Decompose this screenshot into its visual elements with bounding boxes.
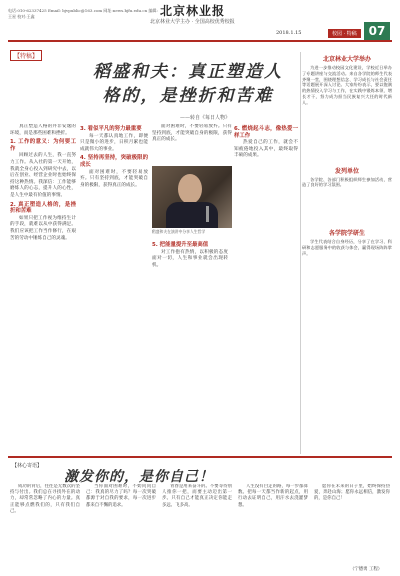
sidebar-paragraph: 为进一步推动校园文化建设，学校近日举办了专题讲座与交流活动。来自各学院的师生代表齐聚一堂，围绕理想信念、学习成长与社会责任等话题展开深入讨论。大家纷纷表示，要以饱满的热情投入学习与工作，在实践中锻炼本领、增长才干，努力成为担当民族复兴大任的时代新人。 [302, 65, 392, 105]
column-divider [300, 52, 301, 454]
headline-line-2: 格的，是挫折和苦难 [102, 86, 274, 106]
bottom-paragraph: 青春是用来奋斗的。不要等待别人推你一把，而要主动迈出第一步。只有自己才能真正决定你能走多远、飞多高。 [162, 484, 232, 508]
contact-info: 电话:010-62337425 Email: bjvpublic@163.com 网址:news.bjfu.edu.cn 编辑:王星 校对:王鑫 [8, 8, 158, 19]
bottom-paragraph: 当你面对困难时，不妨问问自己：我真的尽力了吗？每一次突破都源于对自我的要求，每一次进步都来自不懈的追求。 [86, 484, 156, 508]
section-text: 回顾过去的人生，我一直努力工作。从入社的第一天开始，我就全身心投入到研究中去，以后在创业、经营企业时也始终保持这种热情。我深信：工作能够磨炼人的心志，提升人的心性，是人生中最有价值的事情。 [10, 153, 76, 198]
sidebar [302, 52, 392, 454]
sidebar-title-1: 北京林业大学举办 [322, 56, 371, 63]
article-column-3-top [152, 124, 232, 164]
section-text: 对工作抱有热情，以积极的态度面对一切，人生和事业就会出现转机。 [152, 249, 228, 268]
section-text: 面对困难时，不要轻易放弃。只有坚持到底，才能突破自身的极限，获得真正的成长。 [152, 124, 232, 143]
bottom-column-2 [86, 484, 156, 572]
portrait-body [166, 202, 218, 228]
section-title: 4. 坚持再坚持，突破极限的成长 [80, 155, 148, 168]
bottom-column-tag: 【林心寄语】 [12, 463, 43, 469]
bottom-paragraph: 愿你在未来的日子里，始终保持热爱，奔赴山海；愿你永远相信，激发你的，是你自己！ [314, 484, 390, 502]
issue-date: 2018.1.15 [276, 30, 302, 36]
bottom-column-3 [162, 484, 232, 572]
bottom-column-4 [238, 484, 308, 572]
article-column-2 [80, 124, 148, 452]
portrait-face [178, 174, 202, 204]
photo-caption: 稻盛和夫在演讲中分享人生哲学 [152, 229, 206, 234]
masthead: 北京林业报 [160, 4, 226, 18]
sidebar-text-2 [302, 177, 392, 189]
sidebar-text-3 [302, 239, 392, 256]
subhead: 北京林业大学主办 · 全国高校优秀校报 [150, 19, 235, 25]
bottom-column-5 [314, 484, 390, 564]
article-column-1 [10, 124, 76, 452]
section-title: 5. 把能量提升至最高值 [152, 242, 209, 248]
article-headline [72, 60, 304, 108]
section-text: 面对困难时，不要轻易放弃。只有坚持到底，才能突破自身的极限，获得真正的成长。 [80, 169, 148, 188]
bottom-rule [8, 456, 392, 458]
bottom-column-1 [10, 484, 80, 572]
headline-line-1: 稻盛和夫：真正塑造人 [93, 62, 283, 82]
sidebar-title-2: 发列单位 [334, 167, 359, 175]
section-title: 6. 燃烧起斗志，像热爱一样工作 [234, 126, 298, 139]
section-text: 每一天都认真地工作，即便只是微小的进步，日积月累也能成就伟大的事业。 [80, 133, 148, 152]
sidebar-title-3: 各学院学研生 [328, 230, 365, 238]
sidebar-paragraph: 各学院、各部门积极组织师生参加活动，营造了良好的学习氛围。 [302, 176, 392, 188]
article-column-4 [234, 124, 298, 452]
portrait-photo [152, 166, 232, 228]
article-column-3 [152, 240, 228, 452]
section-tag: 校园 · 特稿 [328, 29, 361, 38]
header-rule [8, 40, 392, 42]
article-lead: 真正塑造人格的并非安逸的环境，而是那些困难和挫折。 [10, 124, 76, 136]
sidebar-text-1 [302, 65, 392, 106]
section-title: 1. 工作的意义：为何要工作 [10, 139, 76, 152]
bottom-paragraph: 成功的背后，往往是无数次的坚持与付出。我们总在寻找外在的动力，却常常忽略了内心的力量。真正能够点燃我们的，只有我们自己。 [10, 484, 80, 514]
article-byline: ——转自《每日人物》 [180, 115, 231, 121]
section-text: 热爱自己的工作，就会不知疲倦地投入其中，最终取得丰硕的成果。 [234, 140, 298, 159]
page-number: 07 [364, 22, 390, 40]
section-title: 3. 看似平凡的努力最重要 [80, 126, 142, 132]
bottom-paragraph: 人生没有白走的路，每一步都算数。把每一天都当作新的起点，用行动去证明自己，用汗水去浇灌梦想。 [238, 484, 308, 508]
bottom-author: （宁德勇 工程） [350, 567, 383, 572]
column-tag: 【特稿】 [10, 50, 42, 61]
microphone-icon [206, 206, 209, 222]
section-title: 2. 真正塑造人格的，是挫折和苦难 [10, 201, 76, 215]
sidebar-paragraph: 学生代表结合自身经历，分享了在学习、科研和志愿服务中的收获与体会，赢得现场阵阵掌声。 [302, 239, 392, 256]
section-text: 如果只把工作视为维持生计的手段，就难以从中获得满足。我们应该把工作当作修行，在艰苦的劳动中锤炼自己的灵魂。 [10, 215, 76, 241]
bottom-headline: 激发你的，是你自己！ [64, 469, 214, 485]
